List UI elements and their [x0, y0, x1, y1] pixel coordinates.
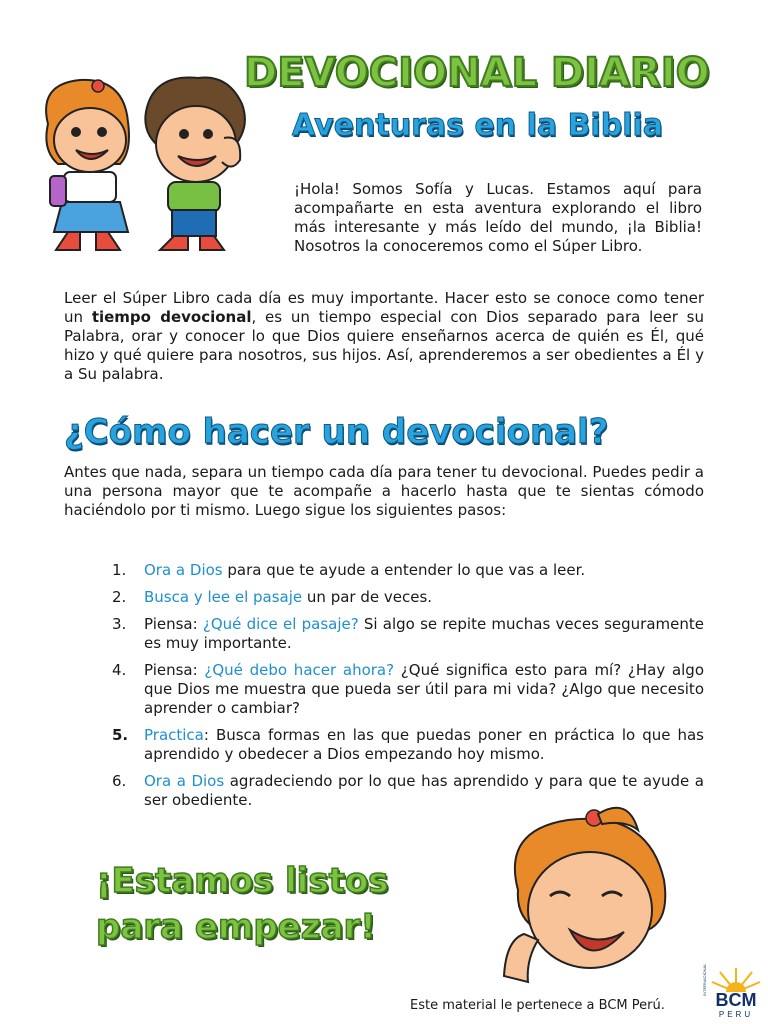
step-keyword: Ora a Dios: [144, 772, 225, 790]
section-heading: ¿Cómo hacer un devocional?: [64, 412, 609, 452]
instructions-paragraph: Antes que nada, separa un tiempo cada día para tener tu devocional. Puedes pedir a una persona mayor que te acompañe a hacerlo hasta que te sientas cómodo haciéndolo por ti mismo. Luego sigue los siguientes pasos:: [64, 463, 704, 519]
step-keyword: ¿Qué debo hacer ahora?: [204, 661, 395, 679]
boy-figure: [145, 78, 245, 250]
page-subtitle: Aventuras en la Biblia: [292, 108, 664, 143]
list-item: [112, 661, 704, 718]
footer-ownership-note: Este material le pertenece a BCM Perú.: [410, 998, 665, 1013]
list-item: [112, 615, 704, 653]
list-item: [112, 726, 704, 764]
logo-side-text: INTERNACIONAL: [702, 963, 707, 996]
logo-country: PERU: [718, 1010, 754, 1019]
step-number: 4.: [112, 661, 127, 679]
step-number: 5.: [112, 726, 129, 744]
closing-line-1: ¡Estamos listos: [96, 861, 389, 901]
step-text: agradeciendo por lo que has aprendido y para que te ayude a ser obediente.: [144, 772, 704, 809]
girl-figure: [46, 80, 129, 250]
step-number: 3.: [112, 615, 127, 633]
step-text: para que te ayude a entender lo que vas a leer.: [222, 561, 586, 579]
step-number: 1.: [112, 561, 127, 579]
devotional-explanation: [64, 289, 704, 384]
step-keyword: Practica: [144, 726, 204, 744]
bcm-logo: [702, 963, 764, 1022]
kids-illustration: [28, 64, 258, 264]
step-number: 2.: [112, 588, 127, 606]
step-text: ¿Qué significa esto para mí? ¿Hay algo que Dios me muestra que pueda ser útil para mi vida? ¿Algo que necesito aprender o cambiar?: [144, 661, 704, 717]
page-title: DEVOCIONAL DIARIO: [244, 50, 710, 96]
closing-line-2: para empezar!: [96, 907, 376, 947]
step-number: 6.: [112, 772, 127, 790]
step-text: un par de veces.: [302, 588, 433, 606]
step-text: Si algo se repite muchas veces seguramente es muy importante.: [144, 615, 704, 652]
sunburst-icon: [708, 966, 764, 992]
step-keyword: ¿Qué dice el pasaje?: [202, 615, 359, 633]
list-item: [112, 561, 704, 580]
para1-text-before: Leer el Súper Libro cada día es muy importante. Hacer esto se conoce como tener un: [64, 289, 704, 326]
step-text: : Busca formas en las que puedas poner en práctica lo que has aprendido y obedecer a Dios empezando hoy mismo.: [144, 726, 704, 763]
step-prefix: Piensa:: [144, 615, 203, 633]
step-keyword: Ora a Dios: [144, 561, 223, 579]
steps-list: [112, 561, 704, 818]
logo-name: BCM: [715, 990, 757, 1010]
praying-girl-illustration: [498, 800, 694, 986]
intro-paragraph: ¡Hola! Somos Sofía y Lucas. Estamos aquí para acompañarte en esta aventura explorando el libro más interesante y más leído del mundo, ¡la Biblia! Nosotros la conoceremos como el Súper Libro.: [294, 180, 702, 255]
tiempo-devocional-term: tiempo devocional: [91, 308, 252, 326]
closing-message: [96, 858, 388, 950]
step-prefix: Piensa:: [144, 661, 205, 679]
para1-text-after: , es un tiempo especial con Dios separado para leer su Palabra, orar y conocer lo que Dios quiere enseñarnos acerca de quién es Él, qué hizo y qué quiere para nosotros, sus hijos. Así, aprenderemos a ser obedientes a Él y a Su palabra.: [64, 308, 704, 383]
list-item: [112, 588, 704, 607]
step-keyword: Busca y lee el pasaje: [144, 588, 303, 606]
